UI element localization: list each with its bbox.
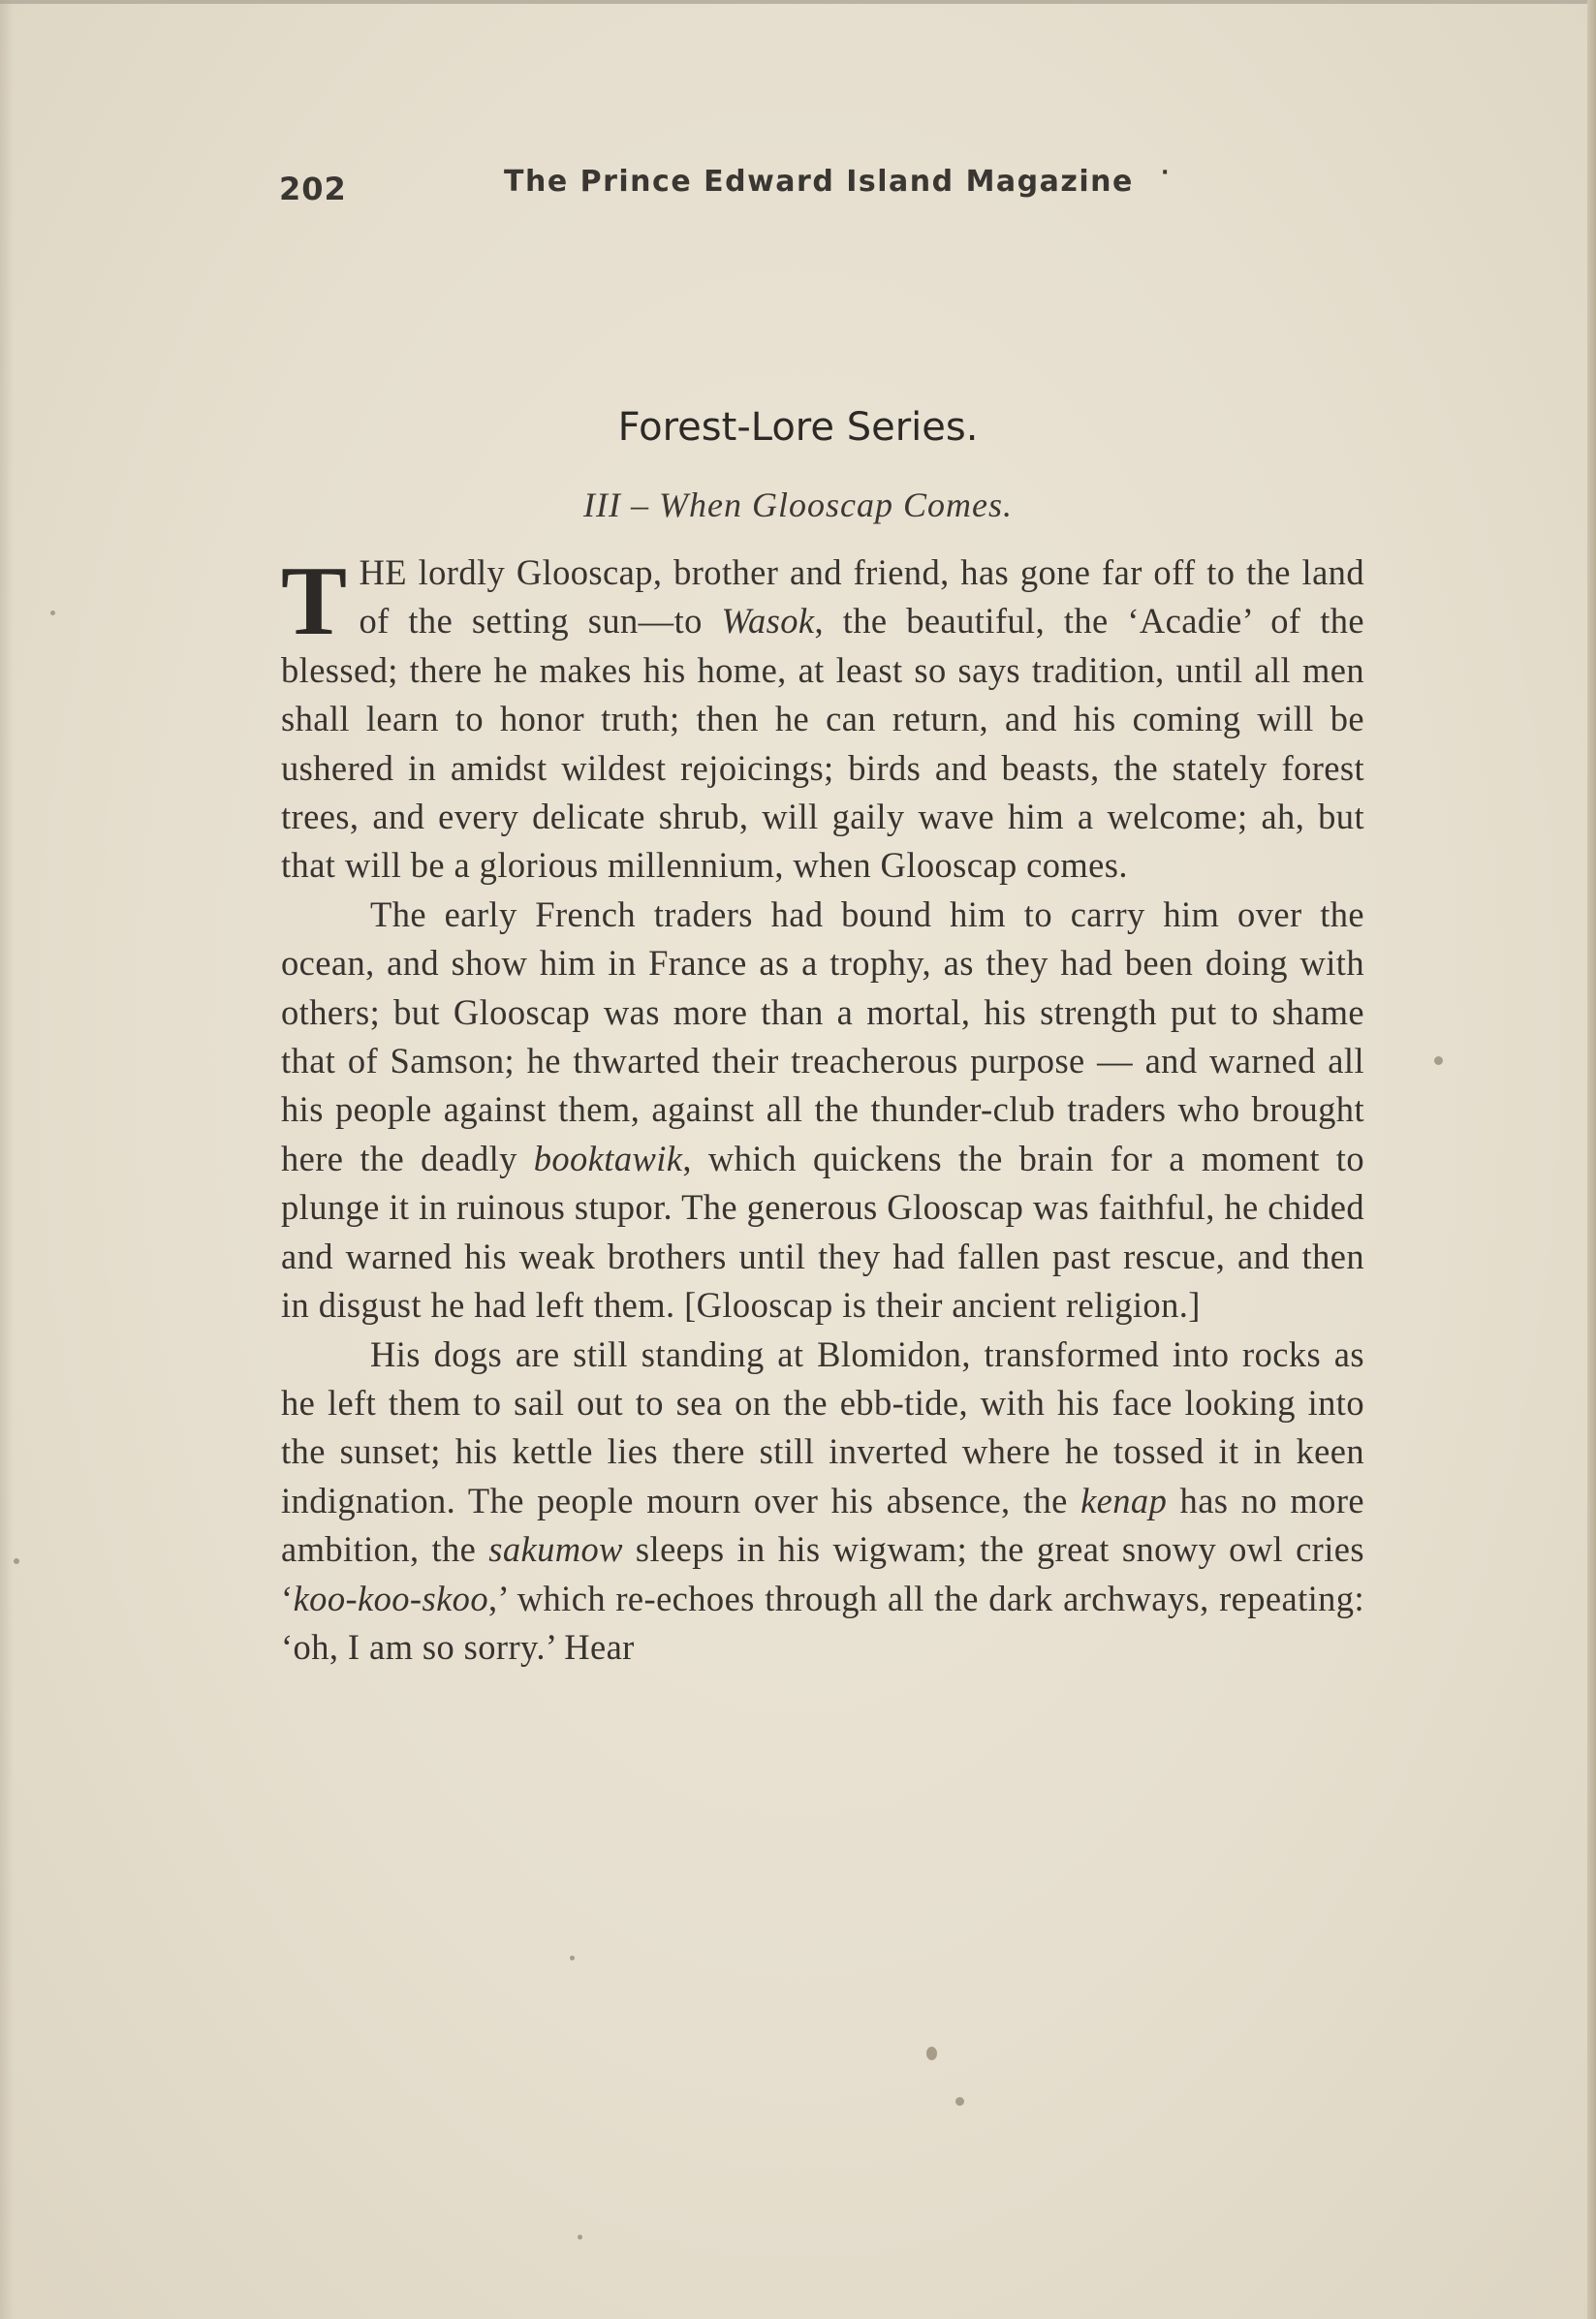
p2-text-2: , which quickens the brain for a moment to plunge it in ruinous stupor. The generous Glooscap was faithful, he chided and warned his weak brothers until they had fallen past rescue, and then in disgust he had left them. [Glooscap is their ancient religion.] <box>281 1138 1364 1326</box>
magazine-title: The Prince Edward Island Magazine <box>504 165 1134 199</box>
header-ornament: · <box>1161 161 1170 185</box>
page-right-edge <box>1587 0 1596 2319</box>
paper-speck <box>50 611 55 615</box>
p1-text-2: , the beautiful, the ‘Acadie’ of the blessed; there he makes his home, at least so says tradition, until all men shall learn to honor truth; then he can return, and his coming will be ushered in amidst wildest rejoicings; birds and beasts, the stately forest trees, and every delicate shrub, will gaily wave him a welcome; ah, but that will be a glorious millennium, when Glooscap comes. <box>281 601 1364 886</box>
series-title <box>0 405 1596 450</box>
paragraph-1 <box>281 548 1364 891</box>
paper-speck <box>14 1558 19 1564</box>
p1-text-1: HE lordly Glooscap, brother and friend, has gone far off to the land of the setting sun—to <box>359 552 1364 642</box>
running-head <box>279 161 1171 213</box>
p1-italic-wasok: Wasok <box>721 601 815 642</box>
paper-speck <box>570 1956 575 1960</box>
drop-cap: T <box>281 547 348 656</box>
paper-speck <box>926 2047 937 2060</box>
p3-text-2: has no more ambition, the <box>281 1480 1364 1570</box>
page-left-shadow <box>0 0 14 2319</box>
page-top-edge <box>0 0 1596 4</box>
paragraph-3 <box>281 1331 1364 1673</box>
p3-text-3: sleeps in his wigwam; the great snowy owl cries ‘ <box>281 1529 1364 1618</box>
p3-text-4: ,’ which re-echoes through all the dark archways, repeating: ‘oh, I am so sorry.’ Hear <box>281 1578 1364 1667</box>
p3-italic-koo-koo-skoo: koo-koo-skoo <box>293 1578 488 1618</box>
p2-text-1: The early French traders had bound him to carry him over the ocean, and show him in France as a trophy, as they had been doing with others; but Glooscap was more than a mortal, his strength put to shame that of Samson; he thwarted their treacherous purpose — and warned all his people against them, against all the thunder-club traders who brought here the deadly <box>281 893 1364 1178</box>
p3-italic-kenap: kenap <box>1080 1480 1168 1520</box>
p3-italic-sakumow: sakumow <box>488 1529 623 1570</box>
p3-text-1: His dogs are still standing at Blomidon, transformed into rocks as he left them to sail out to sea on the ebb-tide, with his face looking into the sunset; his kettle lies there still inverted where he tossed it in keen indignation. The people mourn over his absence, the <box>281 1333 1364 1520</box>
series-title-text: Forest-Lore Series. <box>617 405 979 450</box>
p2-italic-booktawik: booktawik <box>533 1138 683 1178</box>
paper-speck <box>1434 1056 1443 1065</box>
paper-speck <box>955 2097 964 2106</box>
page-number: 202 <box>279 171 347 207</box>
paper-speck <box>578 2235 582 2240</box>
article-subtitle: III – When Glooscap Comes. <box>583 486 1013 524</box>
article-body <box>281 548 1364 1672</box>
paragraph-2 <box>281 891 1364 1331</box>
